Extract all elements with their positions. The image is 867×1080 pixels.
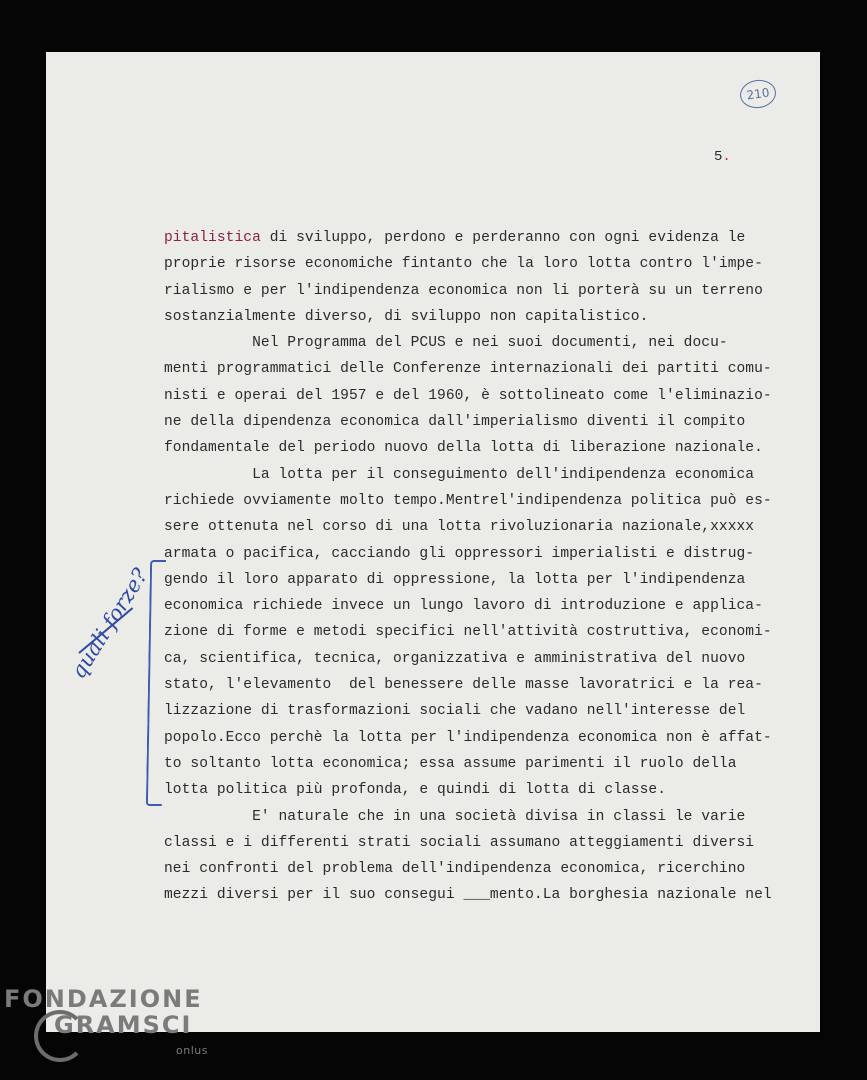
watermark-line-2: GRAMSCI — [54, 1011, 193, 1039]
text-line — [164, 541, 804, 567]
text-line — [164, 672, 804, 698]
text-segment: lizzazione di trasformazioni sociali che vadano nell'interesse del — [164, 703, 746, 720]
text-segment: zione di forme e metodi specifici nell'attività costruttiva, economi- — [164, 624, 772, 641]
text-segment: to soltanto lotta economica; essa assume parimenti il ruolo della — [164, 755, 737, 772]
text-line — [164, 725, 804, 751]
text-segment: ne della dipendenza economica dall'imperialismo diventi il compito — [164, 414, 746, 431]
text-segment: proprie risorse economiche fintanto che la loro lotta contro l'impe- — [164, 256, 763, 273]
text-segment: gendo il loro apparato di oppressione, la lotta per l'indipendenza — [164, 571, 746, 588]
text-segment: pitalistica — [164, 230, 261, 246]
text-segment: economica richiede invece un lungo lavoro di introduzione e applica- — [164, 598, 763, 615]
handwritten-margin-note: quali forze? — [66, 564, 153, 683]
watermark-line-3: onlus — [176, 1044, 208, 1057]
text-line — [164, 882, 804, 908]
text-segment: mezzi diversi per il suo consegui ___mento.La borghesia nazionale nel — [164, 887, 772, 904]
watermark-logo-icon — [34, 1010, 86, 1062]
typewritten-text — [164, 225, 804, 909]
text-line — [164, 409, 804, 435]
text-line — [164, 356, 804, 382]
text-segment: La lotta per il conseguimento dell'indipendenza economica — [164, 466, 755, 483]
text-segment: stato, l'elevamento del benessere delle masse lavoratrici e la rea- — [164, 677, 763, 694]
text-line — [164, 304, 804, 330]
text-segment: nei confronti del problema dell'indipendenza economica, ricerchino — [164, 861, 746, 878]
page-number — [714, 149, 731, 165]
text-line — [164, 462, 804, 488]
text-segment: ca, scientifica, tecnica, organizzativa e amministrativa del nuovo — [164, 650, 746, 667]
text-line — [164, 777, 804, 803]
text-line — [164, 514, 804, 540]
page-number-value: 5 — [714, 149, 723, 165]
text-line — [164, 751, 804, 777]
text-segment: popolo.Ecco perchè la lotta per l'indipendenza economica non è affat- — [164, 729, 772, 746]
text-segment: sostanzialmente diverso, di sviluppo non capitalistico. — [164, 308, 649, 325]
text-segment: rialismo e per l'indipendenza economica non li porterà su un terreno — [164, 282, 763, 299]
text-line — [164, 804, 804, 830]
archive-page-stamp — [738, 78, 778, 111]
text-line — [164, 251, 804, 277]
page-number-dot: . — [722, 149, 731, 165]
archive-page-number: 210 — [745, 85, 771, 103]
text-line — [164, 278, 804, 304]
document-page — [46, 52, 820, 1032]
foundation-watermark — [4, 985, 208, 1057]
text-line — [164, 619, 804, 645]
text-segment: menti programmatici delle Conferenze internazionali dei partiti comu- — [164, 361, 772, 378]
text-segment: richiede ovviamente molto tempo.Mentrel'indipendenza politica può es- — [164, 492, 772, 509]
text-line — [164, 567, 804, 593]
text-line — [164, 698, 804, 724]
text-line — [164, 830, 804, 856]
text-line — [164, 488, 804, 514]
text-segment: lotta politica più profonda, e quindi di lotta di classe. — [164, 782, 667, 799]
text-segment: armata o pacifica, cacciando gli oppressori imperialisti e distrug- — [164, 545, 755, 562]
text-line — [164, 435, 804, 461]
text-segment: fondamentale del periodo nuovo della lotta di liberazione nazionale. — [164, 440, 763, 457]
text-line — [164, 646, 804, 672]
text-line — [164, 383, 804, 409]
text-line — [164, 225, 804, 251]
text-segment: E' naturale che in una società divisa in classi le varie — [164, 808, 746, 825]
text-line — [164, 330, 804, 356]
watermark-line-1: FONDAZIONE — [4, 985, 203, 1013]
text-segment: di sviluppo, perdono e perderanno con ogni evidenza le — [260, 230, 746, 246]
text-segment: sere ottenuta nel corso di una lotta rivoluzionaria nazionale,xxxxx — [164, 519, 755, 536]
text-segment: classi e i differenti strati sociali assumano atteggiamenti diversi — [164, 834, 755, 851]
text-line — [164, 593, 804, 619]
text-segment: nisti e operai del 1957 e del 1960, è sottolineato come l'eliminazio- — [164, 387, 772, 404]
text-line — [164, 856, 804, 882]
text-segment: Nel Programma del PCUS e nei suoi documenti, nei docu- — [164, 335, 728, 352]
